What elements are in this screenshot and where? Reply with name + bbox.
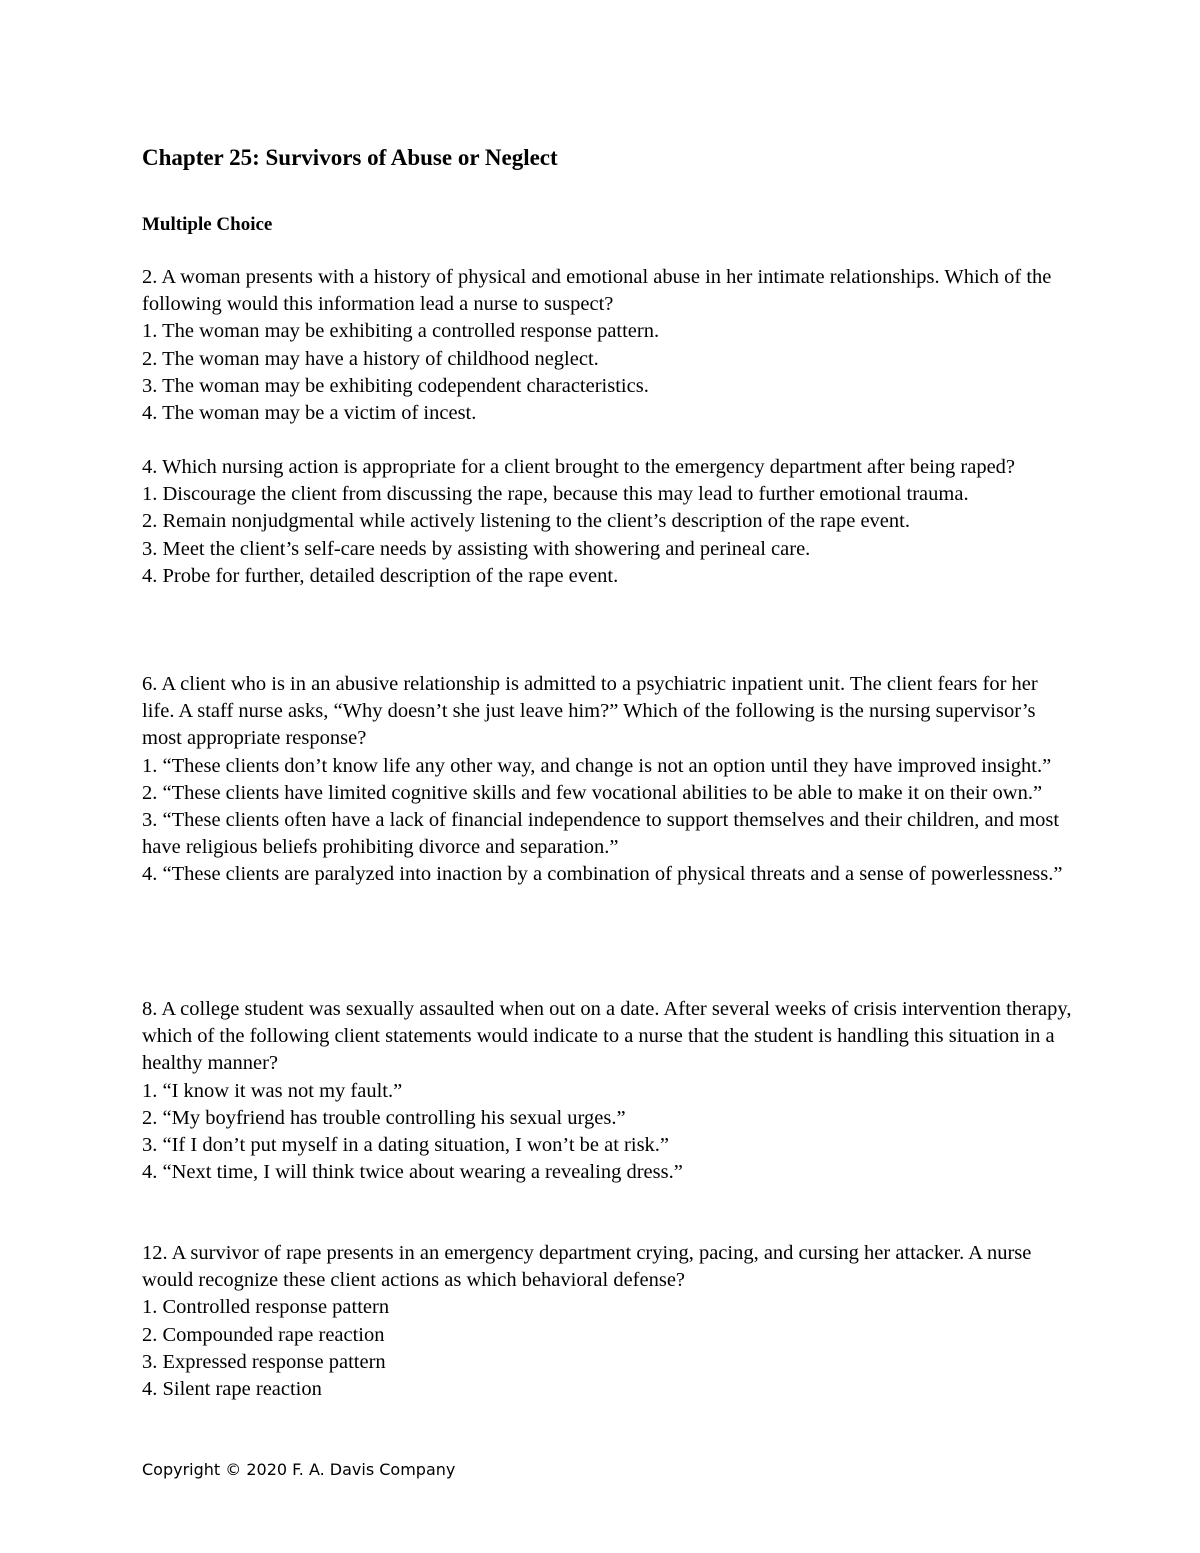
chapter-title: Chapter 25: Survivors of Abuse or Neglect: [142, 145, 558, 170]
answer-option: 4. “Next time, I will think twice about wearing a revealing dress.”: [142, 1161, 683, 1184]
question-stem: 2. A woman presents with a history of physical and emotional abuse in her intimate relationships. Which of the following would this information lead a nurse to suspect?: [142, 266, 1052, 316]
answer-option: 1. The woman may be exhibiting a controlled response pattern.: [142, 320, 660, 343]
answer-option: 2. Remain nonjudgmental while actively listening to the client’s description of the rape event.: [142, 510, 910, 533]
answer-option: 2. “My boyfriend has trouble controlling his sexual urges.”: [142, 1106, 626, 1129]
answer-option: 3. “These clients often have a lack of financial independence to support themselves and their children, and most have religious beliefs prohibiting divorce and separation.”: [142, 809, 1060, 859]
answer-option: 1. Controlled response pattern: [142, 1296, 390, 1319]
answer-option: 4. Silent rape reaction: [142, 1378, 322, 1401]
answer-option: 2. “These clients have limited cognitive skills and few vocational abilities to be able to make it on their own.”: [142, 781, 1043, 804]
copyright-footer: Copyright © 2020 F. A. Davis Company: [142, 1460, 456, 1479]
answer-option: 3. The woman may be exhibiting codependent characteristics.: [142, 374, 649, 397]
answer-option: 1. Discourage the client from discussing the rape, because this may lead to further emotional trauma.: [142, 483, 969, 506]
question-block: [142, 1240, 1072, 1403]
answer-option: 1. “I know it was not my fault.”: [142, 1079, 403, 1102]
answer-option: 3. Expressed response pattern: [142, 1350, 386, 1373]
answer-option: 2. Compounded rape reaction: [142, 1323, 385, 1346]
answer-option: 4. The woman may be a victim of incest.: [142, 402, 477, 425]
answer-option: 3. Meet the client’s self-care needs by assisting with showering and perineal care.: [142, 537, 811, 560]
answer-option: 2. The woman may have a history of childhood neglect.: [142, 347, 599, 370]
answer-option: 1. “These clients don’t know life any other way, and change is not an option until they have improved insight.”: [142, 754, 1052, 777]
question-stem: 6. A client who is in an abusive relationship is admitted to a psychiatric inpatient unit. The client fears for her life. A staff nurse asks, “Why doesn’t she just leave him?” Which of the following is the nursing supervisor’s most appropriate response?: [142, 673, 1038, 750]
question-block: [142, 996, 1072, 1186]
answer-option: 3. “If I don’t put myself in a dating situation, I won’t be at risk.”: [142, 1134, 670, 1157]
question-block: [142, 671, 1072, 889]
answer-option: 4. Probe for further, detailed description of the rape event.: [142, 564, 619, 587]
section-heading: Multiple Choice: [142, 214, 273, 235]
answer-option: 4. “These clients are paralyzed into inaction by a combination of physical threats and a sense of powerlessness.”: [142, 863, 1063, 886]
question-stem: 8. A college student was sexually assaulted when out on a date. After several weeks of crisis intervention therapy, which of the following client statements would indicate to a nurse that the student is handling this situation in a healthy manner?: [142, 998, 1072, 1075]
question-block: [142, 264, 1072, 427]
question-stem: 12. A survivor of rape presents in an emergency department crying, pacing, and cursing her attacker. A nurse would recognize these client actions as which behavioral defense?: [142, 1242, 1032, 1292]
question-block: [142, 454, 1072, 590]
question-stem: 4. Which nursing action is appropriate for a client brought to the emergency department after being raped?: [142, 456, 1016, 478]
